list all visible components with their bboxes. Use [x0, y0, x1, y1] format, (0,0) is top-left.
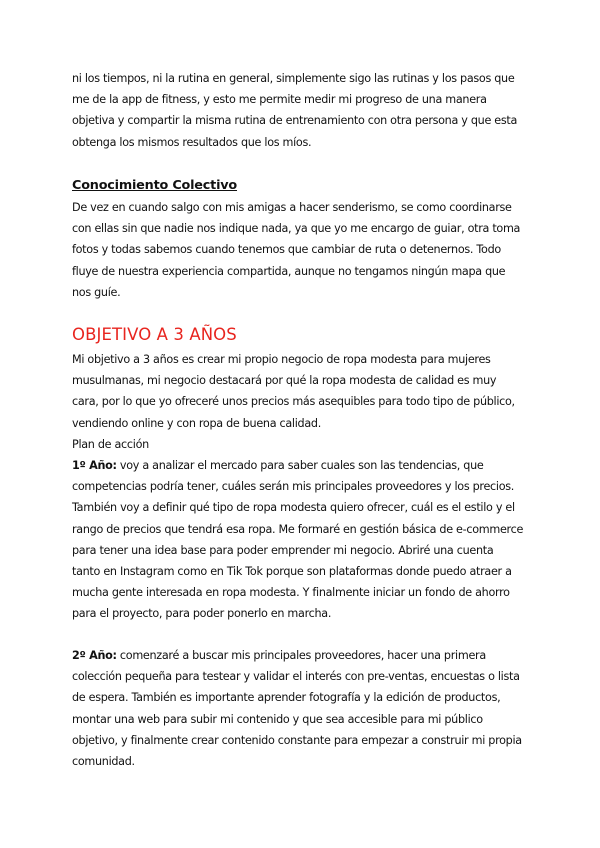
text-line: Mi objetivo a 3 años es crear mi propio negocio de ropa modesta para mujeres [72, 353, 491, 366]
text-line: con ellas sin que nadie nos indique nada, ya que yo me encargo de guiar, otra toma [72, 222, 521, 236]
objective-section [72, 324, 534, 346]
text-line: colección pequeña para testear y validar el interés con pre-ventas, encuestas o lista [72, 670, 520, 684]
collective-section [72, 177, 534, 195]
text-line: para tener una idea base para poder emprender mi negocio. Abriré una cuenta [72, 543, 494, 557]
text-line: montar una web para subir mi contenido y que sea accesible para mi público [72, 712, 483, 726]
section-heading: Conocimiento Colectivo [72, 178, 238, 193]
intro-paragraph [72, 68, 534, 153]
year2-first-line [72, 645, 534, 666]
year1-text: voy a analizar el mercado para saber cuales son las tendencias, que [116, 459, 484, 473]
year2-text: comenzaré a buscar mis principales proveedores, hacer una primera [116, 649, 486, 662]
year2-paragraph [72, 645, 534, 772]
text-line: competencias podría tener, cuáles serán mis principales proveedores y los precios. [72, 480, 515, 494]
text-line: objetivo, y finalmente crear contenido constante para empezar a construir mi propia [72, 733, 522, 747]
text-line: tanto en Instagram como en Tik Tok porque son plataformas donde puedo atraer a [72, 565, 512, 579]
text-line: cara, por lo que yo ofreceré unos precios más asequibles para todo tipo de público, [72, 395, 515, 409]
objective-paragraph [72, 349, 534, 625]
text-line: me de la app de fitness, y esto me permite medir mi progreso de una manera [72, 93, 487, 107]
year2-label: 2º Año: [72, 649, 117, 662]
text-line: obtenga los mismos resultados que los míos. [72, 135, 312, 149]
text-line: fluye de nuestra experiencia compartida, aunque no tengamos ningún mapa que [72, 264, 506, 278]
text-line: objetiva y compartir la misma rutina de entrenamiento con otra persona y que esta [72, 114, 518, 128]
text-line: nos guíe. [72, 285, 121, 299]
text-line: También voy a definir qué tipo de ropa modesta quiero ofrecer, cuál es el estilo y el [72, 501, 515, 515]
text-line: para el proyecto, para poder ponerlo en marcha. [72, 607, 332, 621]
page-title: OBJETIVO A 3 AÑOS [72, 325, 237, 344]
text-line: de espera. También es importante aprender fotografía y la edición de productos, [72, 691, 501, 705]
text-line: mucha gente interesada en ropa modesta. Y finalmente iniciar un fondo de ahorro [72, 586, 510, 600]
year1-first-line [72, 455, 534, 476]
year1-label: 1º Año: [72, 459, 117, 473]
text-line: rango de precios que tendrá esa ropa. Me formaré en gestión básica de e-commerce [72, 522, 524, 536]
text-line: musulmanas, mi negocio destacará por qué la ropa modesta de calidad es muy [72, 374, 497, 388]
text-line: fotos y todas sabemos cuando tenemos que cambiar de ruta o detenernos. Todo [72, 243, 501, 257]
text-line: De vez en cuando salgo con mis amigas a hacer senderismo, se como coordinarse [72, 201, 512, 214]
plan-label: Plan de acción [72, 437, 149, 451]
text-line: vendiendo online y con ropa de buena calidad. [72, 416, 321, 430]
text-line: comunidad. [72, 755, 135, 769]
text-line: ni los tiempos, ni la rutina en general, simplemente sigo las rutinas y los pasos que [72, 72, 515, 85]
collective-paragraph [72, 197, 534, 303]
